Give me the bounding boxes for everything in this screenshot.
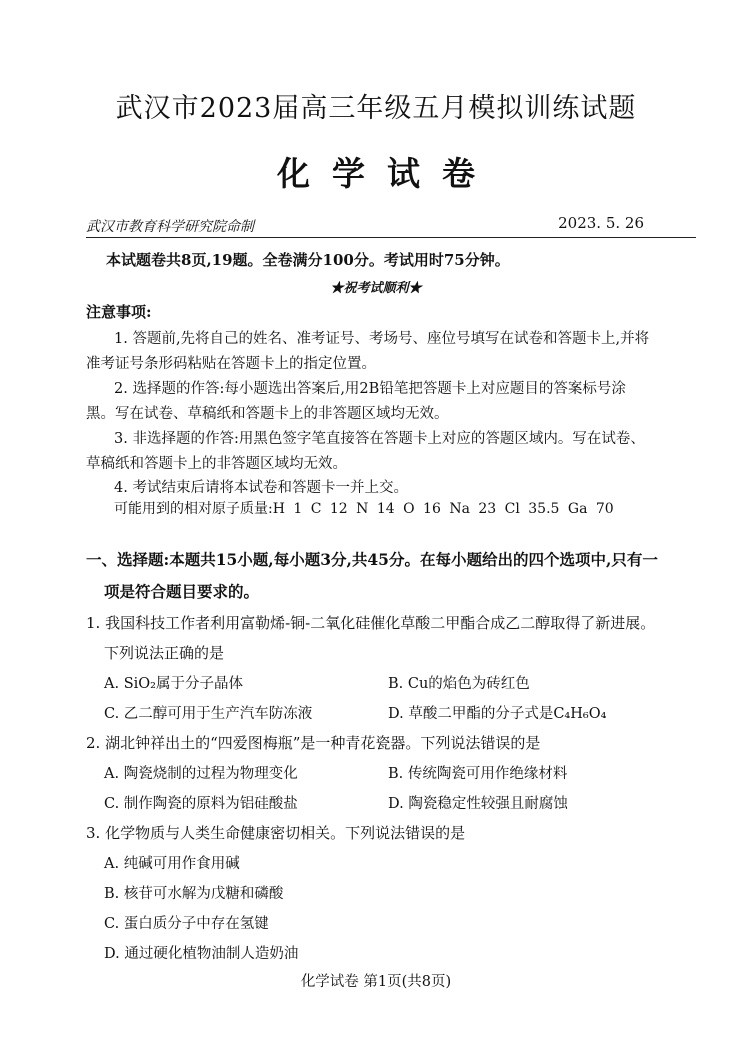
exam-date: 2023. 5. 26 [558, 214, 644, 232]
notice-item-1-line1: 1. 答题前,先将自己的姓名、准考证号、考场号、座位号填写在试卷和答题卡上,并将 [114, 331, 650, 347]
question-3-option-b: B. 核苷可水解为戊糖和磷酸 [104, 886, 284, 902]
question-1-option-b: B. Cu的焰色为砖红色 [388, 676, 530, 692]
section-heading-line1: 一、选择题:本题共15小题,每小题3分,共45分。在每小题给出的四个选项中,只有一 [86, 550, 658, 569]
notice-item-4: 4. 考试结束后请将本试卷和答题卡一并上交。 [114, 480, 408, 496]
question-1-stem: 1. 我国科技工作者利用富勒烯-铜-二氧化硅催化草酸二甲酯合成乙二醇取得了新进展。 [86, 614, 656, 632]
question-2-option-a: A. 陶瓷烧制的过程为物理变化 [104, 766, 298, 782]
question-2-option-d: D. 陶瓷稳定性较强且耐腐蚀 [388, 796, 568, 812]
section-heading-line2: 项是符合题目要求的。 [104, 582, 260, 601]
question-3-option-a: A. 纯碱可用作食用碱 [104, 856, 240, 872]
notice-item-2-line1: 2. 选择题的作答:每小题选出答案后,用2B铅笔把答题卡上对应题目的答案标号涂 [114, 381, 626, 397]
notice-heading: 注意事项: [86, 303, 152, 321]
page-footer: 化学试卷 第1页(共8页) [300, 974, 452, 990]
notice-item-3-line1: 3. 非选择题的作答:用黑色签字笔直接答在答题卡上对应的答题区域内。写在试卷、 [114, 431, 645, 447]
notice-item-1-line2: 准考证号条形码粘贴在答题卡上的指定位置。 [86, 356, 376, 372]
question-1-option-d: D. 草酸二甲酯的分子式是C₄H₆O₄ [388, 706, 607, 722]
question-1-option-a: A. SiO₂属于分子晶体 [104, 676, 243, 692]
question-3-stem: 3. 化学物质与人类生命健康密切相关。下列说法错误的是 [86, 824, 466, 842]
blessing-line: ★祝考试顺利★ [330, 281, 422, 296]
question-3-option-c: C. 蛋白质分子中存在氢键 [104, 916, 269, 932]
header-divider [86, 237, 696, 238]
exam-intro: 本试题卷共8页,19题。全卷满分100分。考试用时75分钟。 [106, 251, 510, 269]
question-2-option-b: B. 传统陶瓷可用作绝缘材料 [388, 766, 568, 782]
question-1-stem-cont: 下列说法正确的是 [104, 644, 225, 662]
question-2-option-c: C. 制作陶瓷的原料为铝硅酸盐 [104, 796, 298, 812]
exam-title: 武汉市2023届高三年级五月模拟训练试题 [115, 93, 637, 124]
notice-item-2-line2: 黑。写在试卷、草稿纸和答题卡上的非答题区域均无效。 [86, 406, 449, 422]
atomic-masses: 可能用到的相对原子质量:H 1 C 12 N 14 O 16 Na 23 Cl 35.5 Ga 70 [114, 501, 614, 517]
question-1-option-c: C. 乙二醇可用于生产汽车防冻液 [104, 706, 313, 722]
question-3-option-d: D. 通过硬化植物油制人造奶油 [104, 946, 299, 962]
compiler-line: 武汉市教育科学研究院命制 [86, 219, 254, 235]
notice-item-3-line2: 草稿纸和答题卡上的非答题区域均无效。 [86, 456, 347, 472]
subject-title: 化学试卷 [277, 154, 497, 193]
question-2-stem: 2. 湖北钟祥出土的“四爱图梅瓶”是一种青花瓷器。下列说法错误的是 [86, 734, 541, 752]
